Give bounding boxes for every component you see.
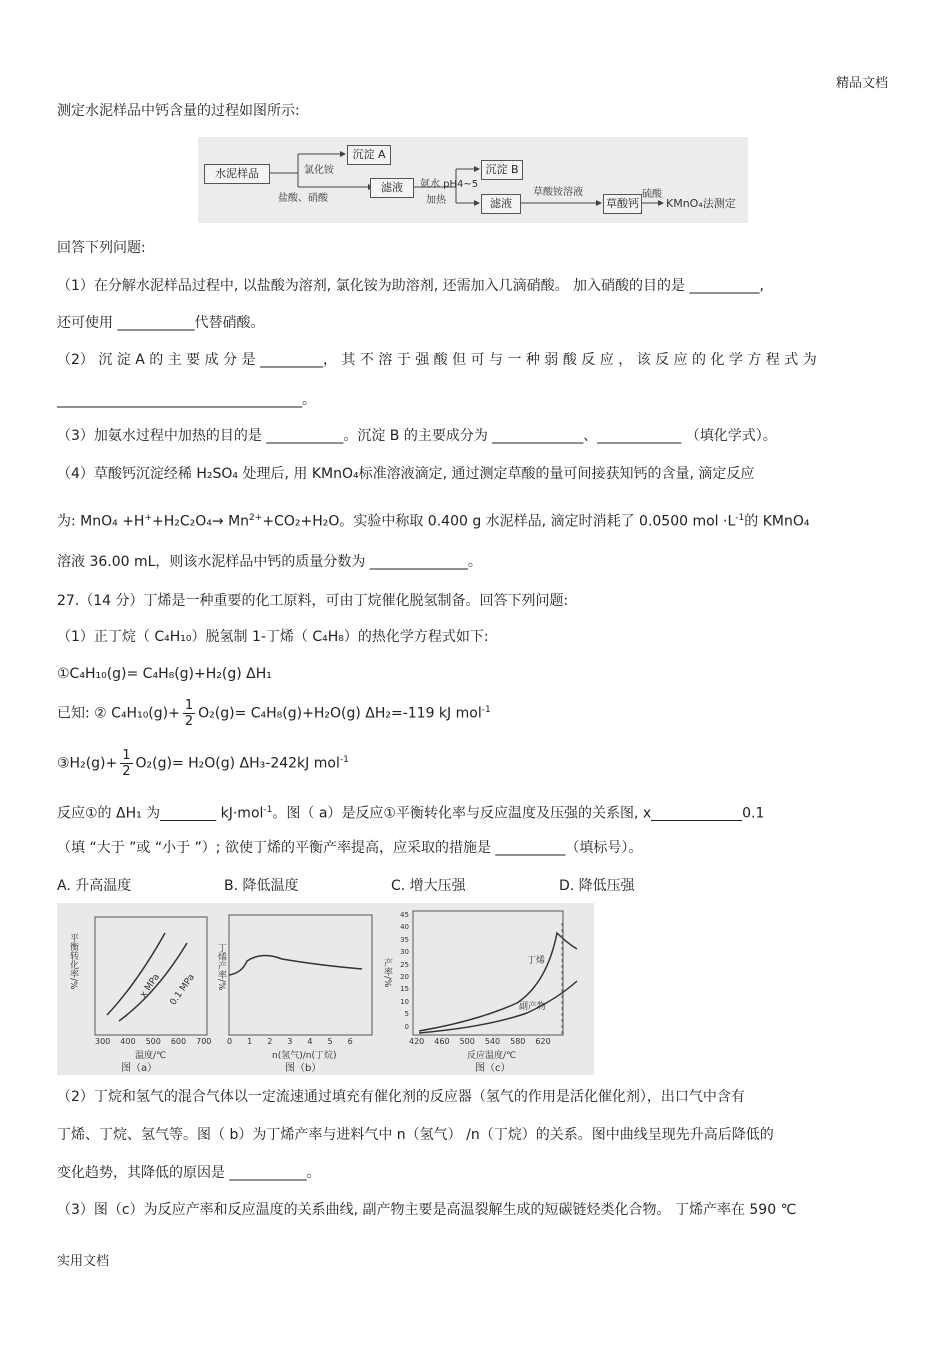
graph-a-xticks: 300 400 500 600 700 xyxy=(95,1037,212,1046)
q3-line: （3）加氨水过程中加热的目的是 ___________。沉淀 B 的主要成分为 _____________、____________ （填化学式）。 xyxy=(57,428,777,444)
page-header: 精品文档 xyxy=(836,76,889,91)
equation-2: 已知: ② C₄H₁₀(g)+ $\frac{1}{2}$ O₂(g)= C₄H₈(g)+H₂O(g) ΔH₂=-119 kJ mol$^{-1}$ xyxy=(57,698,491,729)
option-b: B. 降低温度 xyxy=(224,878,299,894)
equation-3: ③H₂(g)+ $\frac{1}{2}$ O₂(g)= H₂O(g) ΔH₃-242kJ mol$^{-1}$ xyxy=(57,748,349,779)
graph-a-caption: 图（a） xyxy=(121,1063,158,1074)
graph-c-xlabel: 反应温度/℃ xyxy=(467,1051,517,1061)
graph-b-curve xyxy=(229,955,362,975)
graph-b-xlabel: n(氢气)/n(丁烷) xyxy=(272,1051,337,1061)
graph-c-ylabel: 产率/% xyxy=(382,958,392,988)
graph-c-curve2-label: 副产物 xyxy=(519,1002,547,1012)
flow-label-heating: 加热 xyxy=(426,195,446,206)
option-c: C. 增大压强 xyxy=(391,878,466,894)
flowchart xyxy=(198,137,748,223)
q27-2-line1: （2）丁烷和氢气的混合气体以一定流速通过填充有催化剂的反应器（氢气的作用是活化催化剂），出口气中含有 xyxy=(57,1089,745,1105)
graph-c-yticks: 45 40 35 30 25 20 15 10 5 0 xyxy=(400,911,409,1031)
graph-c-curve-butene xyxy=(419,933,577,1031)
graph-c-curve1-label: 丁烯 xyxy=(527,956,546,966)
graph-c-caption: 图（c） xyxy=(475,1063,511,1074)
flow-label-ammonium-chloride: 氯化铵 xyxy=(304,165,334,176)
graphs-figure xyxy=(57,903,594,1075)
flow-label-sulfuric: 硫酸 xyxy=(642,189,662,200)
flow-label-oxalate: 草酸铵溶液 xyxy=(533,187,583,198)
graph-c-curve-byproduct xyxy=(419,981,577,1033)
q4-line3: 溶液 36.00 mL，则该水泥样品中钙的质量分数为 ______________。 xyxy=(57,554,482,570)
graph-b-ylabel: 丁烯产率/% xyxy=(216,943,226,991)
flow-sample: 水泥样品 xyxy=(204,164,270,184)
equation-1: ①C₄H₁₀(g)= C₄H₈(g)+H₂(g) ΔH₁ xyxy=(57,666,272,682)
graph-a-xlabel: 温度/℃ xyxy=(135,1051,167,1061)
flow-label-acids: 盐酸、硝酸 xyxy=(278,193,328,204)
page-footer: 实用文档 xyxy=(57,1254,110,1269)
intro-text: 测定水泥样品中钙含量的过程如图所示: xyxy=(57,103,300,119)
q27-3-line1: （3）图（c）为反应产率和反应温度的关系曲线, 副产物主要是高温裂解生成的短碳链烃类化合物。 丁烯产率在 590 ℃ xyxy=(57,1202,797,1218)
q27-1-intro: （1）正丁烷（ C₄H₁₀）脱氢制 1-丁烯（ C₄H₈）的热化学方程式如下: xyxy=(57,629,489,645)
graph-b-xticks: 0 1 2 3 4 5 6 xyxy=(227,1037,353,1046)
flow-filtrate-1-box: 滤液 xyxy=(370,178,414,198)
graph-b-caption: 图（b） xyxy=(285,1063,322,1074)
q27-2-line3: 变化趋势，其降低的原因是 ___________。 xyxy=(57,1165,321,1181)
option-a: A. 升高温度 xyxy=(57,878,132,894)
graph-a-curve2-label: 0.1 MPa xyxy=(168,972,198,1008)
q4-line1: （4）草酸钙沉淀经稀 H₂SO₄ 处理后, 用 KMnO₄标准溶液滴定, 通过测定草酸的量可间接获知钙的含量, 滴定反应 xyxy=(57,466,755,482)
q1-line1: （1）在分解水泥样品过程中, 以盐酸为溶剂, 氯化铵为助溶剂, 还需加入几滴硝酸。 加入硝酸的目的是 __________, xyxy=(57,278,764,294)
graph-a-ylabel: 平衡转化率/% xyxy=(68,933,78,990)
flow-label-ammonia: 氨水 pH4~5 xyxy=(420,179,479,190)
flow-precipitate-a: 沉淀 A xyxy=(347,145,391,165)
q27-1-line2: （填 “大于 ”或 “小于 ”）; 欲使丁烯的平衡产率提高，应采取的措施是 __________（填标号）。 xyxy=(57,840,643,856)
flow-filtrate-2: 滤液 xyxy=(481,194,521,214)
flow-precipitate-b: 沉淀 B xyxy=(481,160,523,180)
flow-calcium-oxalate: 草酸钙 xyxy=(603,194,642,214)
graph-a-curve1-label: x MPa xyxy=(138,972,162,1000)
q2-line1: （2） 沉 淀 A 的 主 要 成 分 是 _________， 其 不 溶 于 强 酸 但 可 与 一 种 弱 酸 反 应 ， 该 反 应 的 化 学 方 程 式 为 xyxy=(57,352,817,368)
graph-c-xticks: 420 460 500 540 580 620 xyxy=(409,1037,551,1046)
flow-final: KMnO₄法测定 xyxy=(666,197,736,210)
question-intro: 回答下列问题: xyxy=(57,240,146,256)
q27-1-line: 反应①的 ΔH₁ 为________ kJ·mol$^{-1}$。图（ a）是反应①平衡转化率与反应温度及压强的关系图, x_____________0.1 xyxy=(57,805,765,822)
q1-line2: 还可使用 ___________代替硝酸。 xyxy=(57,315,265,331)
option-d: D. 降低压强 xyxy=(559,878,635,894)
q27-title: 27.（14 分）丁烯是一种重要的化工原料，可由丁烷催化脱氢制备。回答下列问题: xyxy=(57,593,569,609)
q27-2-line2: 丁烯、丁烷、氢气等。图（ b）为丁烯产率与进料气中 n（氢气） /n（丁烷）的关系。图中曲线呈现先升高后降低的 xyxy=(57,1127,774,1143)
q2-line2: ___________________________________。 xyxy=(57,392,316,408)
q4-line2: 为: $MnO_4 +H^++H_2C_2O_4\to Mn^{2+}+CO_2+H_2O$。实验中称取 0.400 g 水泥样品, 滴定时消耗了 0.0500 mol $\cdot L^{-1}$的 KMnO₄ xyxy=(57,513,810,530)
